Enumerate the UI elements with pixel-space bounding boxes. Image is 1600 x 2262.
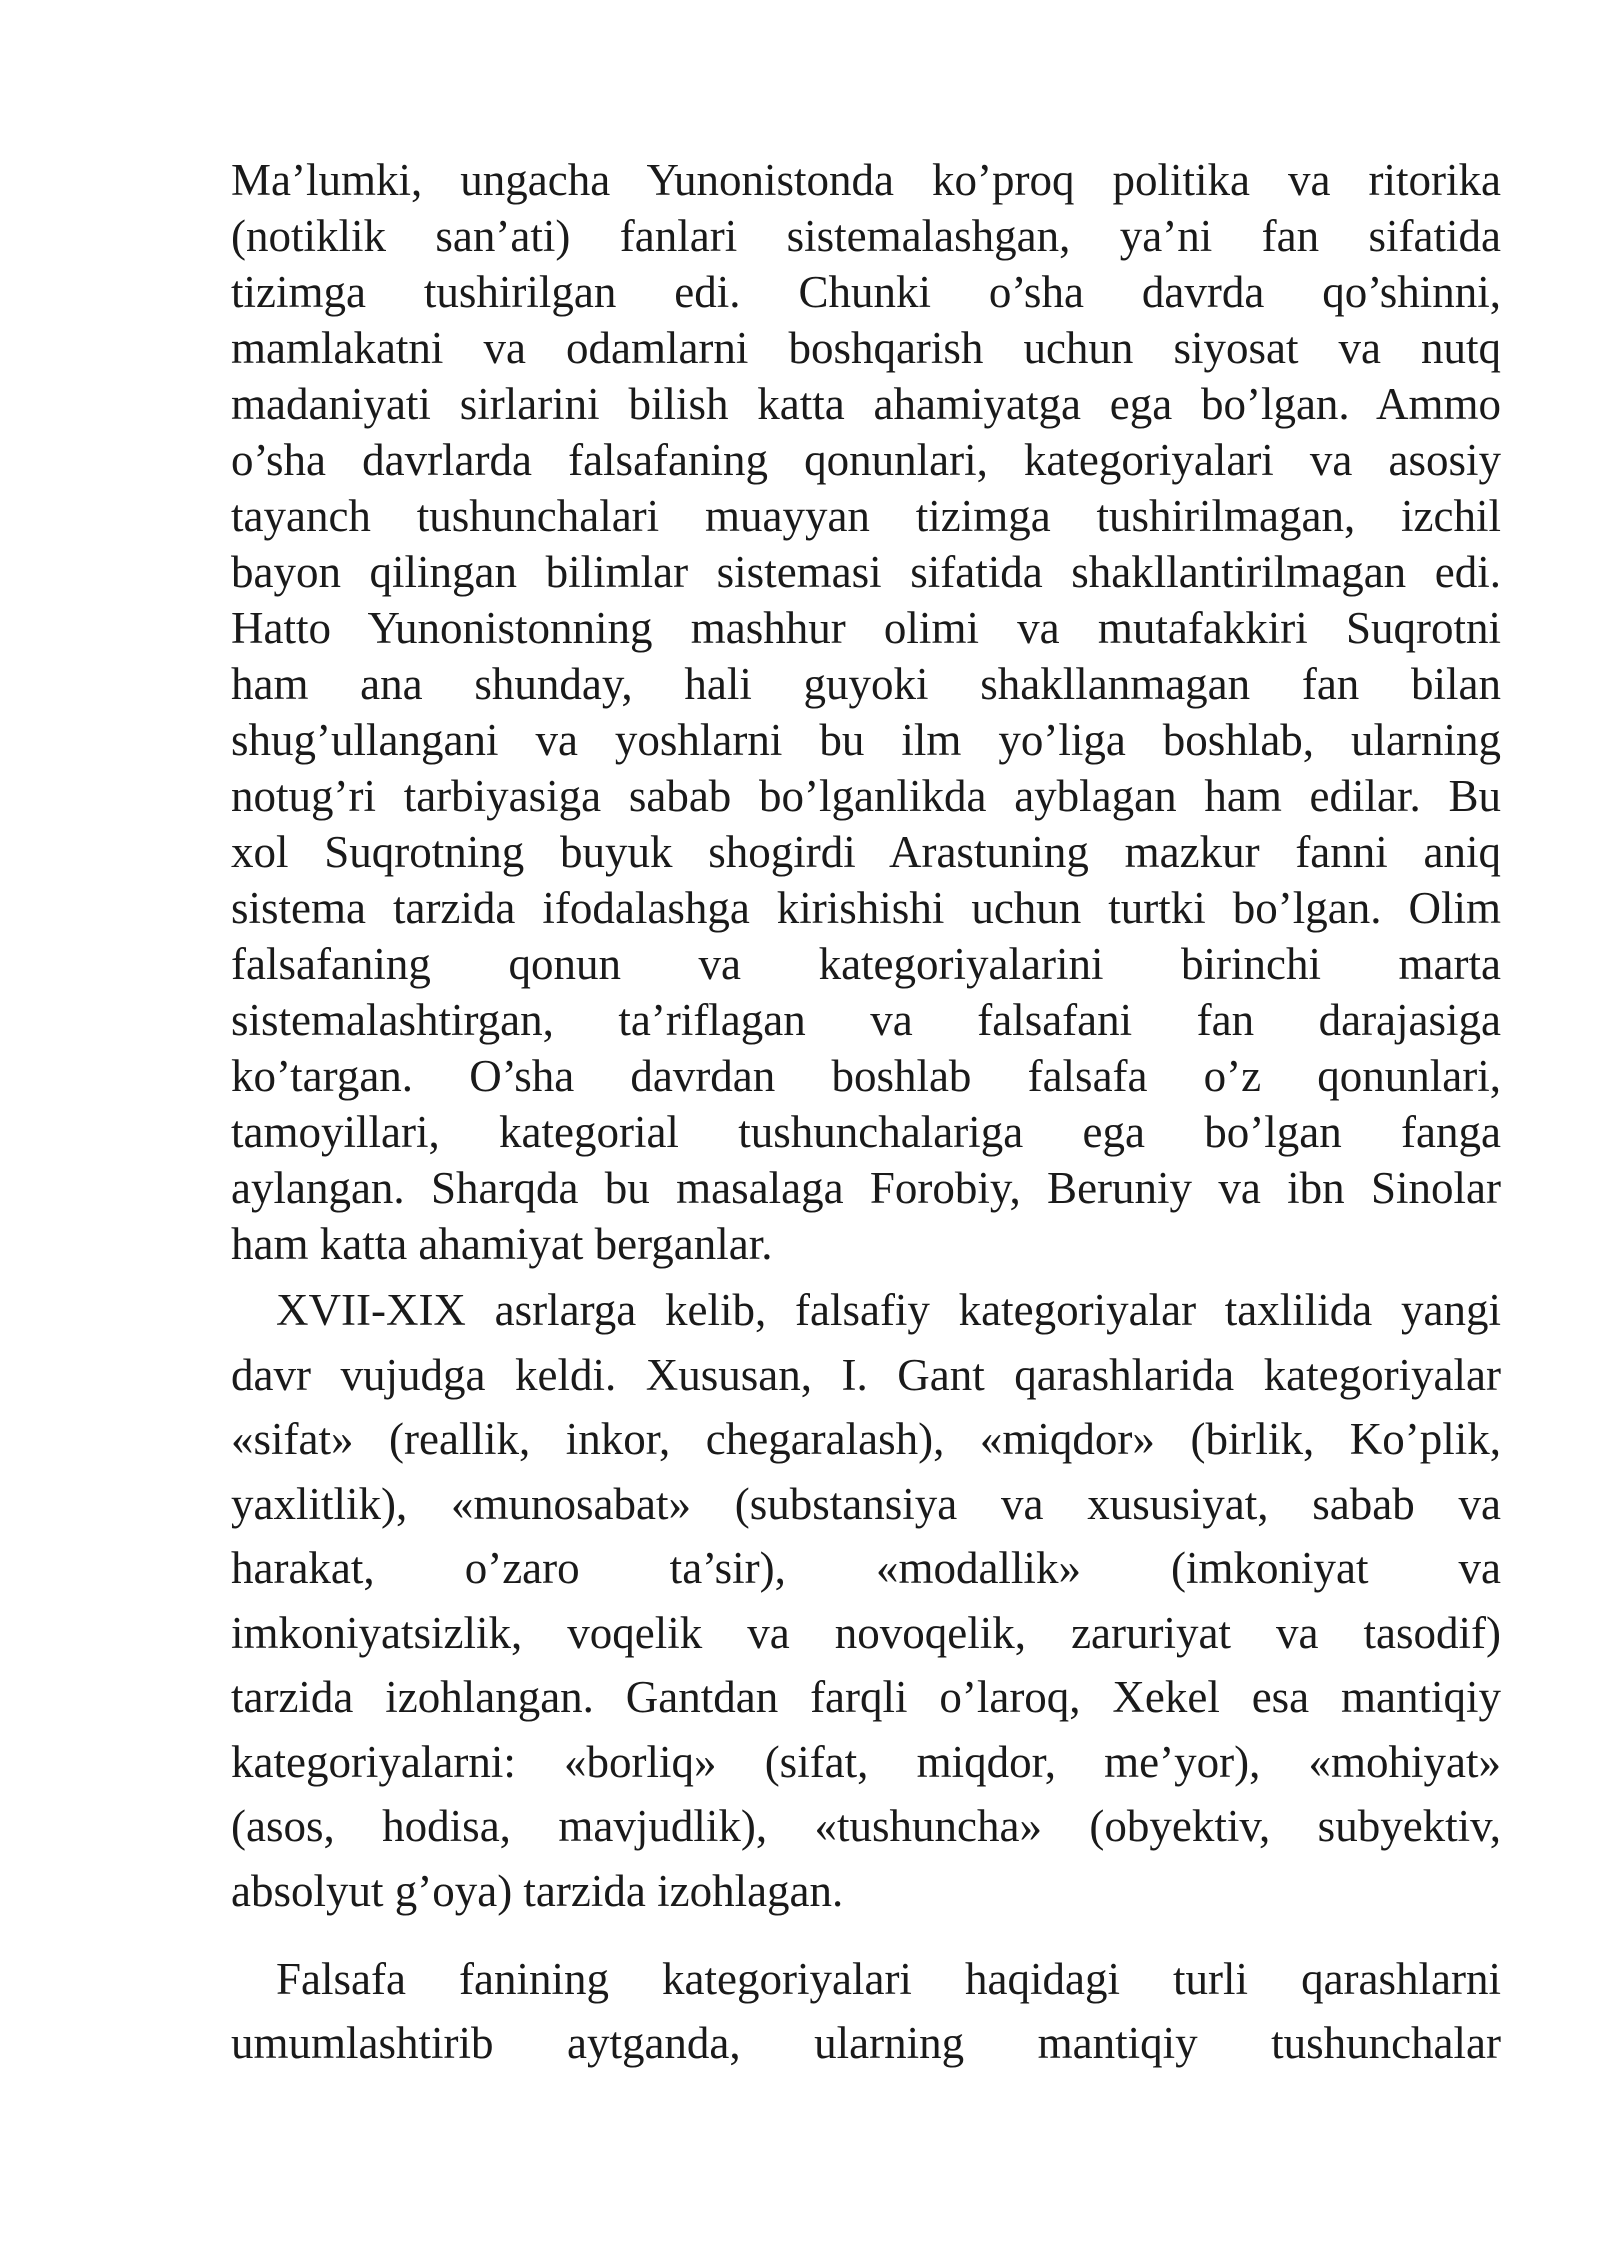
text-line: (asos, hodisa, mavjudlik), «tushuncha» (obyektiv, subyektiv, — [231, 1801, 1501, 1851]
text-line: madaniyati sirlarini bilish katta ahamiyatga ega bo’lgan. Ammo — [231, 379, 1501, 429]
text-line: absolyut g’oya) tarzida izohlagan. — [231, 1865, 844, 1916]
paragraph-2 — [231, 1278, 1501, 1923]
text-line: falsafaning qonun va kategoriyalarini birinchi marta — [231, 939, 1501, 989]
paragraph-3 — [231, 1947, 1501, 2075]
text-line: tizimga tushirilgan edi. Chunki o’sha davrda qo’shinni, — [231, 267, 1501, 317]
text-line: xol Suqrotning buyuk shogirdi Arastuning mazkur fanni aniq — [231, 827, 1501, 877]
text-line: tamoyillari, kategorial tushunchalariga ega bo’lgan fanga — [231, 1107, 1501, 1157]
text-line: tarzida izohlangan. Gantdan farqli o’laroq, Xekel esa mantiqiy — [231, 1672, 1501, 1722]
text-line: notug’ri tarbiyasiga sabab bo’lganlikda ayblagan ham edilar. Bu — [231, 771, 1501, 821]
text-line: bayon qilingan bilimlar sistemasi sifatida shakllantirilmagan edi. — [231, 547, 1501, 597]
text-line: ham katta ahamiyat berganlar. — [231, 1219, 773, 1269]
text-line: tayanch tushunchalari muayyan tizimga tushirilmagan, izchil — [231, 491, 1501, 541]
text-line: sistemalashtirgan, ta’riflagan va falsafani fan darajasiga — [231, 995, 1501, 1045]
text-line: (notiklik san’ati) fanlari sistemalashgan, ya’ni fan sifatida — [231, 211, 1501, 261]
text-line: aylangan. Sharqda bu masalaga Forobiy, Beruniy va ibn Sinolar — [231, 1163, 1501, 1213]
paragraph-1 — [231, 152, 1501, 1272]
text-line: ham ana shunday, hali guyoki shakllanmagan fan bilan — [231, 659, 1501, 709]
text-line: sistema tarzida ifodalashga kirishishi uchun turtki bo’lgan. Olim — [231, 883, 1501, 933]
text-line: XVII-XIX asrlarga kelib, falsafiy kategoriyalar taxlilida yangi — [276, 1285, 1501, 1335]
text-line: ko’targan. O’sha davrdan boshlab falsafa o’z qonunlari, — [231, 1051, 1501, 1101]
text-line: o’sha davrlarda falsafaning qonunlari, kategoriyalari va asosiy — [231, 435, 1501, 485]
text-line: Falsafa fanining kategoriyalari haqidagi turli qarashlarni — [276, 1954, 1501, 2004]
text-line: imkoniyatsizlik, voqelik va novoqelik, zaruriyat va tasodif) — [231, 1607, 1501, 1658]
text-line: shug’ullangani va yoshlarni bu ilm yo’liga boshlab, ularning — [231, 715, 1501, 765]
text-line: Ma’lumki, ungacha Yunonistonda ko’proq politika va ritorika — [231, 155, 1501, 205]
text-line: kategoriyalarni: «borliq» (sifat, miqdor, me’yor), «mohiyat» — [231, 1736, 1501, 1787]
text-line: «sifat» (reallik, inkor, chegaralash), «miqdor» (birlik, Ko’plik, — [231, 1414, 1501, 1464]
text-line: mamlakatni va odamlarni boshqarish uchun siyosat va nutq — [231, 323, 1501, 373]
text-line: umumlashtirib aytganda, ularning mantiqiy tushunchalar — [231, 2018, 1501, 2068]
text-line: harakat, o’zaro ta’sir), «modallik» (imkoniyat va — [231, 1543, 1501, 1593]
text-line: yaxlitlik), «munosabat» (substansiya va xususiyat, sabab va — [231, 1478, 1501, 1529]
text-line: Hatto Yunonistonning mashhur olimi va mutafakkiri Suqrotni — [231, 603, 1501, 653]
text-line: davr vujudga keldi. Xususan, I. Gant qarashlarida kategoriyalar — [231, 1349, 1501, 1400]
